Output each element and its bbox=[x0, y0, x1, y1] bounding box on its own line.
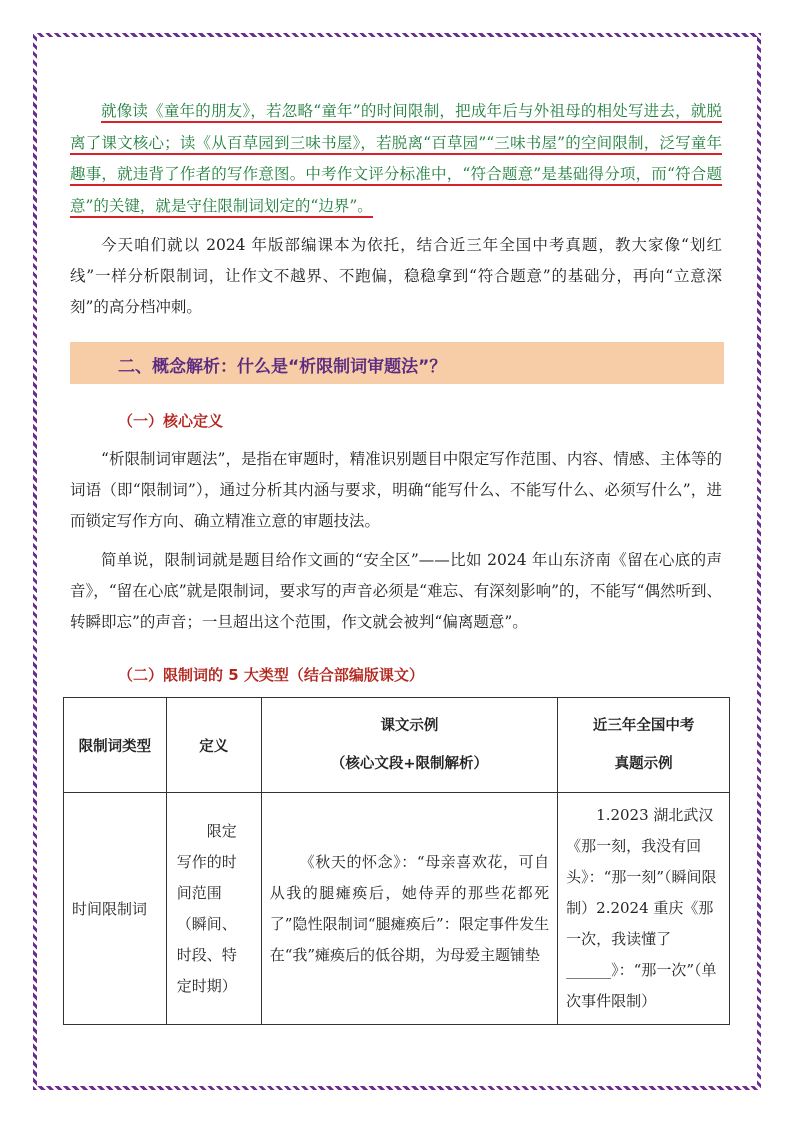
row-type: 时间限制词 bbox=[64, 793, 167, 1025]
highlighted-text: 就像读《童年的朋友》，若忽略“童年”的时间限制，把成年后与外祖母的相处写进去，就脱离了课文核心；读《从百草园到三味书屋》，若脱离“百草园”“三味书屋”的空间限制，泛写童年趣事，就违背了作者的写作意图。中考作文评分标准中，“符合题意”是基础得分项，而“符合题意”的关键，就是守住限制词划定的“边界”。 bbox=[70, 102, 722, 218]
types-heading: （二）限制词的 5 大类型（结合部编版课文） bbox=[118, 666, 424, 684]
header-definition: 定义 bbox=[166, 698, 261, 793]
intro-highlight-paragraph bbox=[70, 96, 722, 222]
table-row bbox=[64, 793, 730, 1025]
header-example-line2: （核心文段+限制解析） bbox=[330, 756, 489, 772]
header-exam-line1: 近三年全国中考 bbox=[592, 718, 695, 734]
row-definition: 限定写作的时间范围（瞬间、时段、特定时期） bbox=[166, 793, 261, 1025]
header-exam bbox=[558, 698, 730, 793]
row-exam: 1.2023 湖北武汉《那一刻，我没有回头》：“那一刻”（瞬间限制）2.2024 重庆《那一次，我读懂了______》：“那一次”（单次事件限制） bbox=[558, 793, 730, 1025]
header-example bbox=[261, 698, 557, 793]
row-example: 《秋天的怀念》：“母亲喜欢花，可自从我的腿瘫痪后，她侍弄的那些花都死了”隐性限制词“腿瘫痪后”：限定事件发生在“我”瘫痪后的低谷期，为母爱主题铺垫 bbox=[261, 793, 557, 1025]
section-header-bar bbox=[70, 342, 724, 384]
limit-word-types-table bbox=[63, 697, 730, 1025]
core-definition-heading: （一）核心定义 bbox=[118, 412, 224, 430]
header-example-line1: 课文示例 bbox=[380, 718, 439, 734]
intro-paragraph: 今天咱们就以 2024 年版部编课本为依托，结合近三年全国中考真题，教大家像“划红线”一样分析限制词，让作文不越界、不跑偏，稳稳拿到“符合题意”的基础分，再向“立意深刻”的高分档冲刺。 bbox=[70, 236, 722, 316]
header-type: 限制词类型 bbox=[64, 698, 167, 793]
core-definition-paragraph: “析限制词审题法”，是指在审题时，精准识别题目中限定写作范围、内容、情感、主体等的词语（即“限制词”），通过分析其内涵与要求，明确“能写什么、不能写什么、必须写什么”，进而锁定写作方向、确立精准立意的审题技法。 bbox=[70, 450, 722, 530]
table-header-row bbox=[64, 698, 730, 793]
header-exam-line2: 真题示例 bbox=[614, 756, 673, 772]
core-example-paragraph: 简单说，限制词就是题目给作文画的“安全区”——比如 2024 年山东济南《留在心底的声音》，“留在心底”就是限制词，要求写的声音必须是“难忘、有深刻影响”的，不能写“偶然听到、转瞬即忘”的声音；一旦超出这个范围，作文就会被判“偏离题意”。 bbox=[70, 551, 722, 631]
section-title: 二、概念解析：什么是“析限制词审题法”？ bbox=[118, 357, 447, 377]
